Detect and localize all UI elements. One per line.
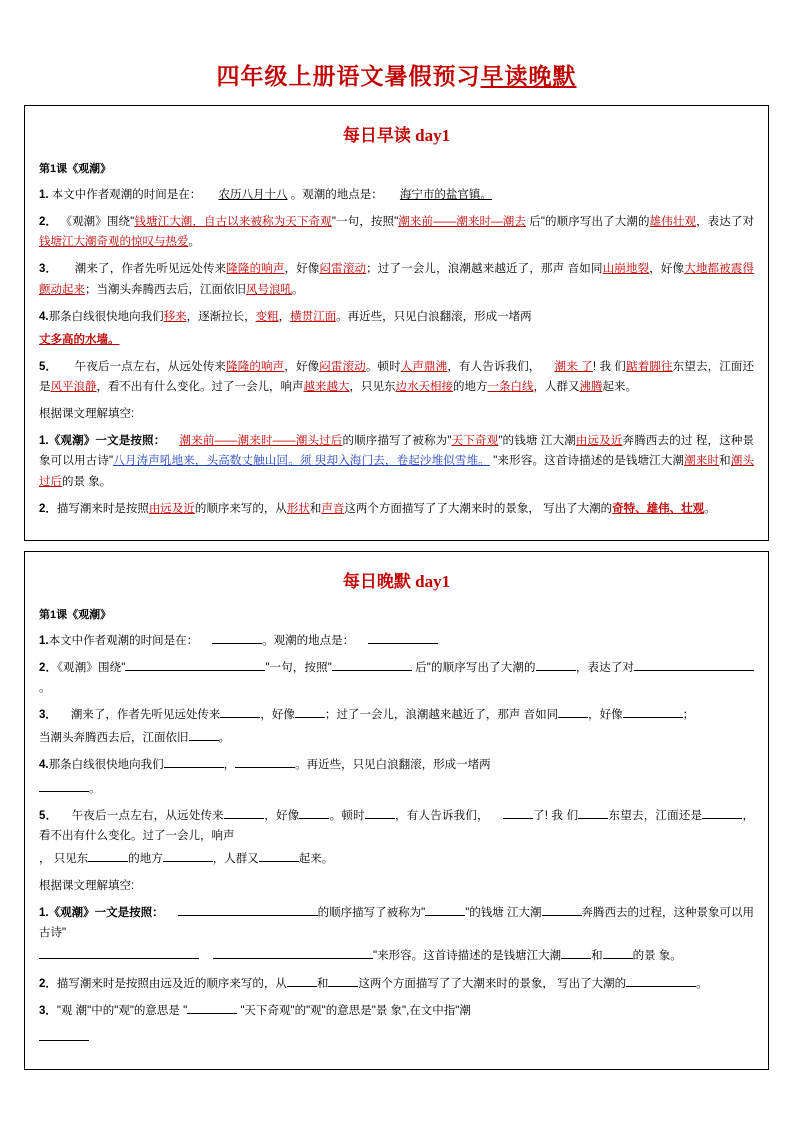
f1-a2: 天下奇观	[451, 435, 499, 448]
evening-fill-1-cont	[39, 946, 754, 966]
ef1-t3: "的钱塘 江大潮	[465, 907, 542, 920]
evening-question-4-cont	[39, 779, 754, 799]
q4-a3: 横贯江面	[290, 310, 337, 323]
q3-t3: ；过了一会儿，浪潮越来越近了，那声 音如同	[366, 263, 603, 276]
q2-t2: "一句，按照"	[331, 216, 399, 229]
ef1-blank-2[interactable]	[425, 915, 465, 916]
q2-t3: 后"的顺序写出了大潮的	[525, 216, 650, 229]
eq5-blank-7[interactable]	[88, 861, 128, 862]
eq2-blank-3[interactable]	[536, 670, 576, 671]
f2-a1: 由远及近	[148, 502, 195, 515]
q4-t2: ，逐渐拉长，	[186, 310, 256, 323]
eq3-number: 3．	[39, 709, 57, 722]
page-title	[24, 58, 769, 91]
ef3-blank-1[interactable]	[187, 1013, 237, 1014]
f1-a5: 潮来时	[684, 455, 720, 468]
eq3-t2: ，好像	[260, 709, 295, 722]
q1-text-b: 。观潮的地点是：	[290, 189, 383, 201]
q1-answer-a: 农历八月十八	[218, 189, 288, 201]
ef1-blank-1[interactable]	[178, 915, 318, 916]
eq5-t1: 午夜后一点左右，从远处传来	[71, 809, 225, 822]
evening-question-4	[39, 755, 754, 775]
ef1-t7: 的景 象。	[632, 950, 682, 963]
eq5-t6: 东望去，江面还是	[608, 809, 703, 822]
eq4-blank-3[interactable]	[39, 791, 89, 792]
q3-a2: 闷雷滚动	[319, 263, 367, 276]
q2-number: 2．	[39, 216, 58, 229]
morning-section-title: 每日早读 day1	[342, 126, 451, 145]
f1-t6: 和	[719, 455, 731, 468]
evening-lesson-heading: 第1课《观潮》	[39, 608, 112, 621]
evening-question-2	[39, 658, 754, 698]
eq1-number: 1.	[39, 634, 49, 647]
eq4-blank-1[interactable]	[164, 767, 224, 768]
morning-question-4-cont	[39, 330, 754, 350]
evening-question-5-cont	[39, 849, 754, 869]
evening-section-title: 每日晚默 day1	[342, 571, 451, 591]
q5-a6: 风平浪静	[50, 381, 97, 393]
f1-a4: 八月涛声吼地来，头高数丈触山回。须 臾却入海门去，卷起沙堆似雪堆。	[113, 455, 490, 468]
f2-a3: 声音	[321, 502, 345, 515]
eq5-t9: 的地方	[128, 852, 163, 865]
evening-fill-2	[39, 974, 754, 994]
eq3-t5: ；	[682, 709, 695, 722]
q3-a4: 大地都被震得颤动起来	[39, 263, 754, 296]
f2-a4: 奇特、雄伟、壮观	[612, 502, 705, 515]
q4-a2: 变粗	[255, 310, 279, 323]
q5-a1: 隆隆的响声	[226, 360, 285, 373]
eq3-blank-1[interactable]	[220, 717, 260, 718]
morning-question-2	[39, 212, 754, 252]
f1-t5: "来形容。这首诗描述的是钱塘江大潮	[489, 455, 685, 468]
eq3-blank-5[interactable]	[189, 740, 219, 741]
eq3-t7: 。	[218, 732, 230, 745]
q2-t5: 。	[188, 236, 200, 249]
eq4-number: 4.	[39, 759, 49, 772]
ef2-blank-2[interactable]	[328, 986, 358, 987]
q3-t6: 。	[292, 283, 304, 296]
q4-t3: ，	[278, 310, 291, 323]
f1-t4: 奔腾西去的过 程，这种景象可以用古诗"	[39, 435, 755, 468]
eq2-blank-2[interactable]	[332, 670, 412, 671]
eq3-blank-4[interactable]	[623, 717, 683, 718]
evening-question-5	[39, 806, 754, 846]
eq4-t1: 那条白线很快地向我们	[48, 759, 164, 772]
evening-question-3-cont	[39, 728, 754, 748]
ef1-t6: 和	[591, 950, 603, 963]
q2-t1: 《观潮》围绕"	[60, 216, 135, 229]
f2-number: 2．	[39, 502, 57, 515]
evening-question-3	[39, 705, 754, 725]
ef2-t4: 。	[696, 977, 708, 990]
evening-fill-3-cont	[39, 1028, 754, 1048]
ef2-t1: 描写潮来时是按照由远及近的顺序来写的，从	[56, 977, 287, 990]
f1-t2: 的顺序描写了被称为"	[342, 435, 452, 448]
q5-t9: 的地方	[453, 381, 488, 393]
q5-a8: 边水天相接	[395, 381, 453, 393]
evening-fill-heading: 根据课文理解填空:	[39, 880, 135, 892]
eq5-blank-9[interactable]	[259, 861, 299, 862]
eq4-t2: ，	[223, 759, 236, 772]
eq3-t1: 潮来了，作者先听见远处传来	[70, 709, 221, 722]
eq5-blank-5[interactable]	[578, 818, 608, 819]
eq5-t2: ，好像	[264, 809, 300, 822]
eq5-blank-3[interactable]	[365, 818, 395, 819]
eq5-t4: ，有人告诉我们，	[394, 809, 489, 822]
q1-number: 1.	[39, 189, 49, 201]
q5-a7: 越来越大	[303, 381, 350, 393]
eq5-t5: 了! 我 们	[532, 809, 579, 822]
q4-a4: 丈多高的水墙。	[39, 333, 120, 346]
eq2-t2: "一句，按照"	[265, 661, 332, 674]
q2-a1: 钱塘江大潮，自古以来被称为天下奇观	[134, 216, 332, 229]
q3-t2: ，好像	[284, 263, 320, 276]
q5-t6: 东望去，江面还是	[39, 360, 755, 393]
eq4-t4: 。	[89, 782, 101, 795]
morning-fill-1	[39, 431, 754, 491]
eq2-t3: 后"的顺序写出了大潮的	[411, 661, 536, 674]
q5-t7: ，看不出有什么变化。过了一会儿，响声	[96, 381, 304, 393]
eq3-blank-3[interactable]	[558, 717, 588, 718]
eq5-t7: ，看不出有什么变化。过了一会儿，响声	[39, 809, 755, 842]
eq3-t4: ，好像	[588, 709, 623, 722]
eq2-blank-4[interactable]	[634, 670, 754, 671]
f2-t4: 这两个方面描写了了大潮来时的景象， 写出了大潮的	[344, 502, 613, 515]
f2-t2: 的顺序来写的，从	[194, 502, 287, 515]
morning-question-1	[39, 185, 754, 205]
eq2-t1: 《观潮》围绕"	[57, 661, 126, 674]
f1-a3: 由远及近	[575, 435, 623, 448]
q3-number: 3．	[39, 263, 58, 276]
q3-a3: 山崩地裂	[602, 263, 650, 276]
eq5-t10: ，人群又	[212, 852, 259, 865]
ef1-blank-4[interactable]	[39, 958, 199, 959]
q4-t1: 那条白线很快地向我们	[48, 310, 164, 323]
q5-t8: ，只见东	[349, 381, 396, 393]
ef1-t4: 奔腾西去的过程，这种景象可以用古诗"	[39, 907, 755, 940]
q2-a4: 钱塘江大潮奇观的惊叹与热爱	[39, 236, 189, 249]
morning-reading-section	[24, 105, 769, 541]
q3-a5: 风号浪吼	[246, 283, 292, 296]
f1-a1: 潮来前——潮来时——潮头过后	[179, 435, 343, 448]
ef2-t2: 和	[316, 977, 329, 990]
eq2-blank-1[interactable]	[125, 670, 265, 671]
ef2-blank-1[interactable]	[287, 986, 317, 987]
q5-t5: ! 我 们	[592, 360, 627, 373]
q5-t3: 。顿时	[365, 360, 401, 373]
q2-a2: 潮来前——潮来时—潮去	[398, 216, 526, 229]
f1-t3: "的钱塘 江大潮	[498, 435, 576, 448]
q4-a1: 移来	[163, 310, 187, 323]
ef1-t1: 《观潮》一文是按照：	[48, 907, 164, 920]
eq5-blank-2[interactable]	[299, 818, 329, 819]
q3-t4: ，好像	[649, 263, 685, 276]
q2-t4: ，表达了对	[696, 216, 755, 229]
q1-answer-b: 海宁市的盐官镇。	[399, 189, 492, 201]
evening-fill-1	[39, 903, 754, 943]
q5-t10: ，人群又	[533, 381, 580, 393]
eq3-blank-2[interactable]	[295, 717, 325, 718]
eq5-number: 5．	[39, 809, 58, 822]
ef1-t2: 的顺序描写了被称为"	[317, 907, 426, 920]
q5-a10: 沸腾	[579, 381, 603, 393]
f1-a6: 潮头过后	[39, 455, 755, 488]
f1-t1: 《观潮》一文是按照：	[48, 435, 166, 448]
q5-a5: 踮着脚往	[626, 360, 673, 373]
q5-t2: ，好像	[284, 360, 320, 373]
q3-t5: ；当潮头奔腾西去后，江面依旧	[85, 283, 246, 296]
q2-a3: 雄伟壮观	[649, 216, 697, 229]
q3-a1: 隆隆的响声	[226, 263, 285, 276]
page-title-underlined: 早读晚默	[480, 64, 577, 89]
eq5-blank-1[interactable]	[224, 818, 264, 819]
eq5-t11: 起来。	[298, 852, 334, 865]
morning-question-4	[39, 307, 754, 327]
q5-t11: 起来。	[602, 381, 637, 393]
morning-question-3	[39, 259, 754, 299]
eq4-t3: 。再近些，只见白浪翻滚，形成一堵两	[295, 759, 491, 772]
q1-text-a: 本文中作者观潮的时间是在：	[51, 189, 202, 201]
eq1-blank-1[interactable]	[212, 643, 262, 644]
evening-question-1	[39, 631, 754, 651]
f1-number: 1.	[39, 435, 49, 448]
ef3-blank-2[interactable]	[39, 1040, 89, 1041]
ef1-number: 1.	[39, 907, 49, 920]
f2-a2: 形状	[286, 502, 310, 515]
morning-fill-2	[39, 499, 754, 519]
ef1-blank-7[interactable]	[603, 958, 633, 959]
eq5-blank-4[interactable]	[503, 818, 533, 819]
ef1-blank-3[interactable]	[542, 915, 582, 916]
q4-t4: 。再近些，只见白浪翻滚，形成一堵两	[336, 310, 532, 323]
f2-t5: 。	[704, 502, 716, 515]
q4-number: 4.	[39, 310, 49, 323]
eq2-number: 2．	[39, 661, 58, 674]
eq1-t2: 。观潮的地点是：	[262, 634, 355, 647]
q5-a3: 人声鼎沸	[400, 360, 448, 373]
ef1-t5: "来形容。这首诗描述的是钱塘江大潮	[373, 950, 562, 963]
eq3-t6: 当潮头奔腾西去后，江面依旧	[39, 732, 189, 745]
ef1-blank-6[interactable]	[561, 958, 591, 959]
evening-fill-3	[39, 1001, 754, 1021]
f1-t7: 的景 象。	[62, 475, 112, 488]
eq1-t1: 本文中作者观潮的时间是在：	[48, 634, 199, 647]
f2-t3: 和	[309, 502, 322, 515]
ef1-blank-5[interactable]	[213, 958, 373, 959]
f2-t1: 描写潮来时是按照	[56, 502, 149, 515]
morning-fill-heading: 根据课文理解填空:	[39, 408, 135, 421]
eq2-t4: ，表达了对	[575, 661, 634, 674]
evening-dictation-section	[24, 551, 769, 1070]
page-title-plain: 四年级上册语文暑假预习	[216, 64, 481, 89]
ef2-blank-3[interactable]	[626, 986, 696, 987]
q5-t1: 午夜后一点左右，从远处传来	[74, 360, 227, 373]
q5-t4: ，有人告诉我们，	[447, 360, 541, 373]
q5-a4: 潮来 了	[554, 360, 593, 373]
eq5-t8: ， 只见东	[39, 852, 89, 865]
eq5-t3: 。顿时	[329, 809, 365, 822]
ef2-t3: 这两个方面描写了了大潮来时的景象， 写出了大潮的	[358, 977, 627, 990]
ef3-t2: "天下奇观"的"观"的意思是"景 象",在文中指"潮	[237, 1004, 471, 1017]
eq3-t3: ；过了一会儿，浪潮越来越近了，那声 音如同	[324, 709, 559, 722]
ef2-number: 2．	[39, 977, 57, 990]
q5-number: 5．	[39, 360, 58, 373]
eq2-t5: 。	[39, 682, 51, 694]
morning-question-5	[39, 357, 754, 397]
eq5-blank-6[interactable]	[702, 818, 742, 819]
eq4-blank-2[interactable]	[235, 767, 295, 768]
ef3-number: 3．	[39, 1004, 57, 1017]
q5-a9: 一条白线	[487, 381, 534, 393]
eq1-blank-2[interactable]	[368, 643, 438, 644]
q3-t1: 潮来了，作者先听见远处传来	[74, 263, 227, 276]
morning-lesson-heading: 第1课《观潮》	[39, 163, 112, 175]
ef3-t1: "观 潮"中的"观"的意思是 "	[56, 1004, 188, 1017]
q5-a2: 闷雷滚动	[319, 360, 366, 373]
eq5-blank-8[interactable]	[163, 861, 213, 862]
